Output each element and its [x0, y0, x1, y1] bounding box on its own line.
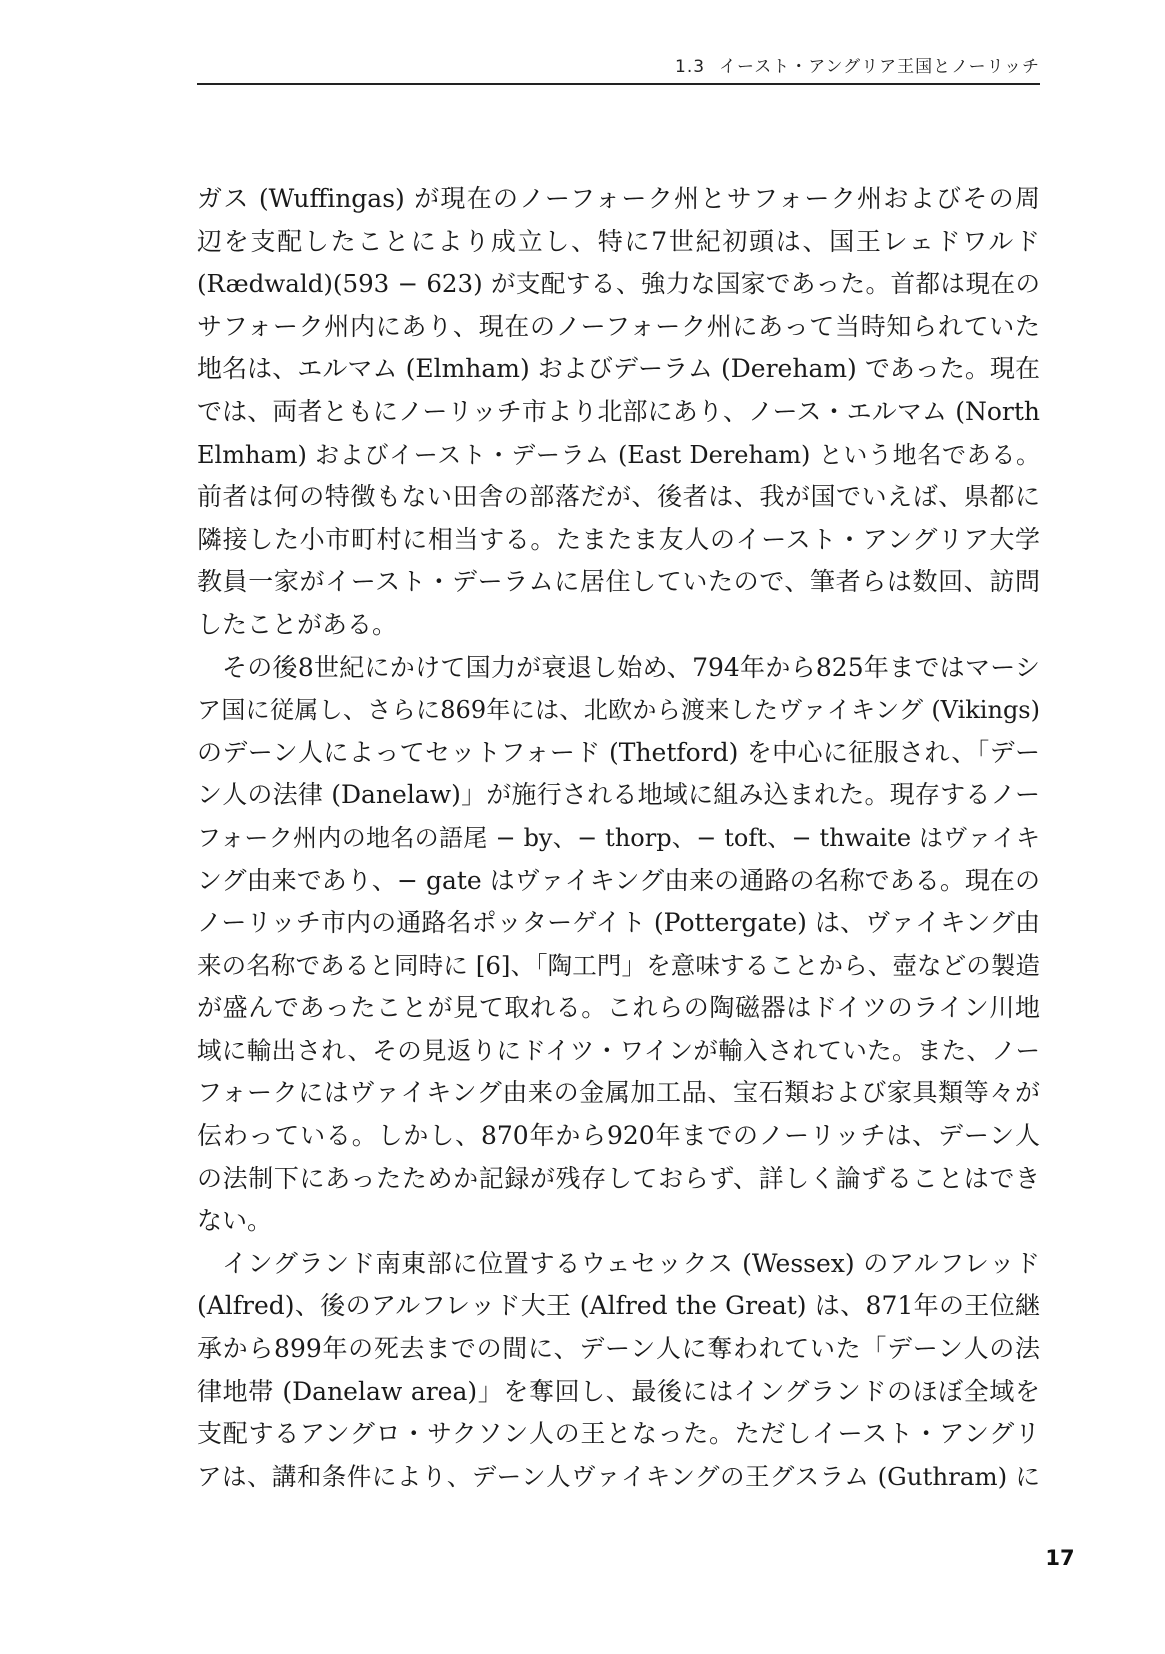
text-line: 辺を支配したことにより成立し、特に7世紀初頭は、国王レェドワルド [197, 226, 1040, 256]
section-title: イースト・アングリア王国とノーリッチ [719, 57, 1040, 77]
text-line: ン人の法律 (Danelaw)」が施行される地域に組み込まれた。現存するノー [197, 780, 1040, 810]
text-line: サフォーク州内にあり、現在のノーフォーク州にあって当時知られていた [197, 311, 1040, 341]
text-line: 地名は、エルマム (Elmham) およびデーラム (Dereham) であった。現在 [197, 354, 1040, 384]
text-line: ない。 [197, 1206, 273, 1236]
text-line: (Alfred)、後のアルフレッド大王 (Alfred the Great) は、871年の王位継 [197, 1291, 1040, 1321]
body-text [197, 178, 1040, 1498]
text-line: 承から899年の死去までの間に、デーン人に奪われていた「デーン人の法 [197, 1334, 1040, 1364]
text-line: 伝わっている。しかし、870年から920年までのノーリッチは、デーン人 [197, 1121, 1040, 1151]
text-line: ガス (Wuffingas) が現在のノーフォーク州とサフォーク州およびその周 [197, 184, 1040, 213]
text-line: の法制下にあったためか記録が残存しておらず、詳しく論ずることはでき [197, 1163, 1040, 1193]
text-line: 隣接した小市町村に相当する。たまたま友人のイースト・アングリア大学 [197, 524, 1040, 554]
text-line: のデーン人によってセットフォード (Thetford) を中心に征服され、「デー [197, 737, 1040, 767]
text-line: 支配するアングロ・サクソン人の王となった。ただしイースト・アングリ [197, 1419, 1040, 1449]
text-line: 域に輸出され、その見返りにドイツ・ワインが輸入されていた。また、ノー [197, 1035, 1040, 1065]
header-rule [197, 83, 1040, 85]
text-line: Elmham) およびイースト・デーラム (East Dereham) という地名である。 [197, 440, 1040, 469]
text-line: (Rædwald)(593 − 623) が支配する、強力な国家であった。首都は現在の [197, 269, 1040, 299]
text-line: 前者は何の特徴もない田舎の部落だが、後者は、我が国でいえば、県都に [197, 482, 1040, 512]
text-line: ング由来であり、− gate はヴァイキング由来の通路の名称である。現在の [197, 865, 1040, 895]
page-number: 17 [1045, 1546, 1075, 1570]
text-line: 律地帯 (Danelaw area)」を奪回し、最後にはイングランドのほぼ全域を [197, 1376, 1040, 1406]
text-line: アは、講和条件により、デーン人ヴァイキングの王グスラム (Guthram) に [197, 1461, 1040, 1491]
text-line: が盛んであったことが見て取れる。これらの陶磁器はドイツのライン川地 [197, 993, 1040, 1023]
running-header [197, 52, 1040, 82]
text-line: 教員一家がイースト・デーラムに居住していたので、筆者らは数回、訪問 [197, 567, 1040, 597]
text-line: したことがある。 [197, 609, 398, 639]
text-line: ノーリッチ市内の通路名ポッターゲイト (Pottergate) は、ヴァイキング由 [197, 908, 1040, 938]
text-line: フォークにはヴァイキング由来の金属加工品、宝石類および家具類等々が [197, 1078, 1040, 1108]
text-line: その後8世紀にかけて国力が衰退し始め、794年から825年まではマーシ [222, 652, 1040, 682]
text-line: ア国に従属し、さらに869年には、北欧から渡来したヴァイキング (Vikings) [197, 696, 1040, 725]
section-number: 1.3 [675, 57, 706, 77]
text-line: 来の名称であると同時に [6]、「陶工門」を意味することから、壺などの製造 [197, 950, 1040, 980]
text-line: イングランド南東部に位置するウェセックス (Wessex) のアルフレッド [222, 1248, 1040, 1278]
text-line: では、両者ともにノーリッチ市より北部にあり、ノース・エルマム (North [197, 396, 1040, 426]
text-line: フォーク州内の地名の語尾 − by、− thorp、− toft、− thwaite はヴァイキ [197, 823, 1040, 852]
